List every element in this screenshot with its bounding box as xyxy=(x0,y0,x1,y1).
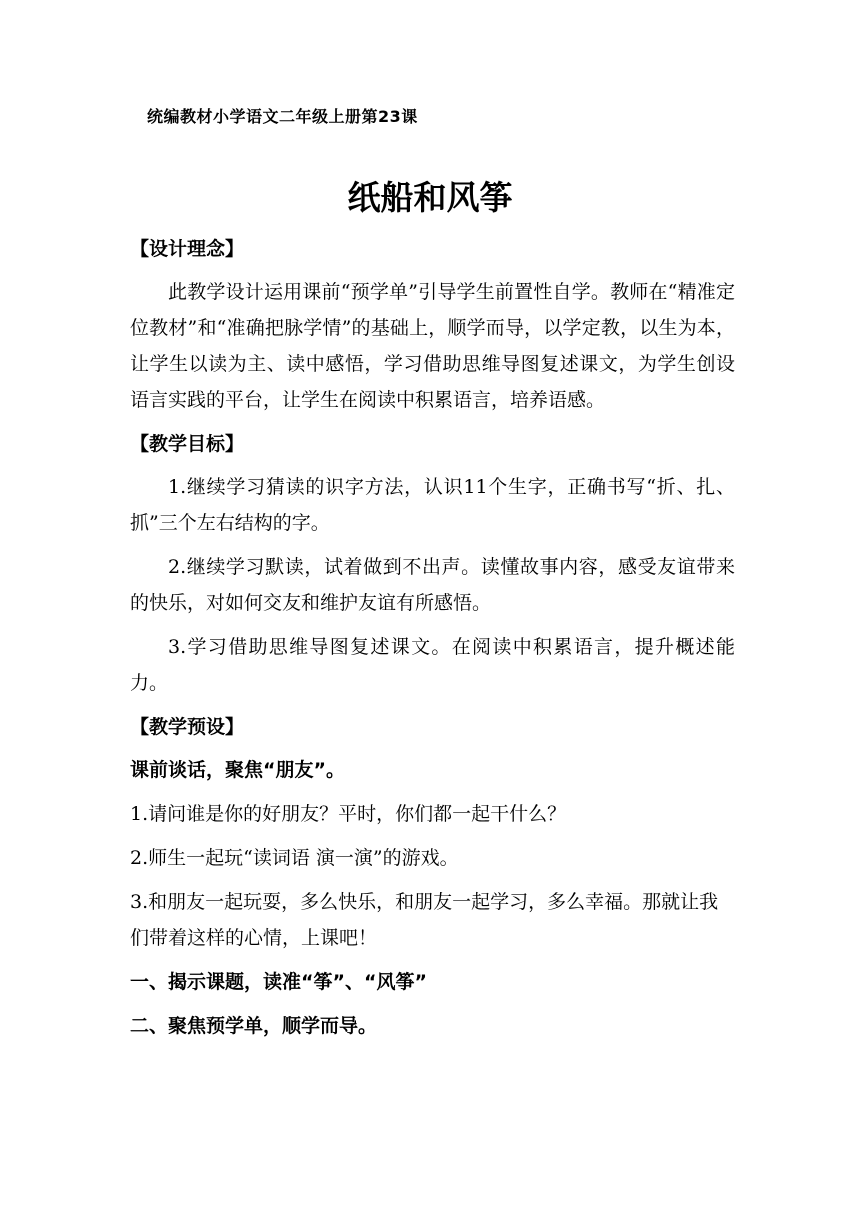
plan-item-2: 2.师生一起玩“读词语 演一演”的游戏。 xyxy=(130,847,459,869)
page-title: 纸船和风筝 xyxy=(347,178,513,217)
goal-item-2: 2.继续学习默读，试着做到不出声。读懂故事内容，感受友谊带来的快乐，对如何交友和维护友谊有所感悟。 xyxy=(130,556,735,614)
plan-step-1: 一、揭示课题，读准“筝”、“风筝” xyxy=(130,971,427,993)
plan-step-2: 二、聚焦预学单，顺学而导。 xyxy=(130,1015,378,1037)
plan-subheading: 课前谈话，聚焦“朋友”。 xyxy=(130,759,345,781)
heading-design-concept: 【设计理念】 xyxy=(130,238,245,260)
plan-item-3: 3.和朋友一起玩耍，多么快乐，和朋友一起学习，多么幸福。那就让我们带着这样的心情，上课吧！ xyxy=(130,891,719,949)
design-concept-paragraph: 此教学设计运用课前“预学单”引导学生前置性自学。教师在“精准定位教材”和“准确把脉学情”的基础上，顺学而导，以学定教，以生为本，让学生以读为主、读中感悟，学习借助思维导图复述课文，为学生创设语言实践的平台，让学生在阅读中积累语言，培养语感。 xyxy=(130,281,735,411)
goal-item-3: 3.学习借助思维导图复述课文。在阅读中积累语言，提升概述能力。 xyxy=(130,636,735,694)
header-note: 统编教材小学语文二年级上册第23课 xyxy=(147,107,418,126)
document-body xyxy=(130,224,735,1052)
plan-item-1: 1.请问谁是你的好朋友？平时，你们都一起干什么？ xyxy=(130,803,567,825)
goal-item-1: 1.继续学习猜读的识字方法，认识11个生字，正确书写“折、扎、抓”三个左右结构的字。 xyxy=(130,476,735,534)
heading-teaching-goals: 【教学目标】 xyxy=(130,433,245,455)
heading-teaching-plan: 【教学预设】 xyxy=(130,716,245,738)
